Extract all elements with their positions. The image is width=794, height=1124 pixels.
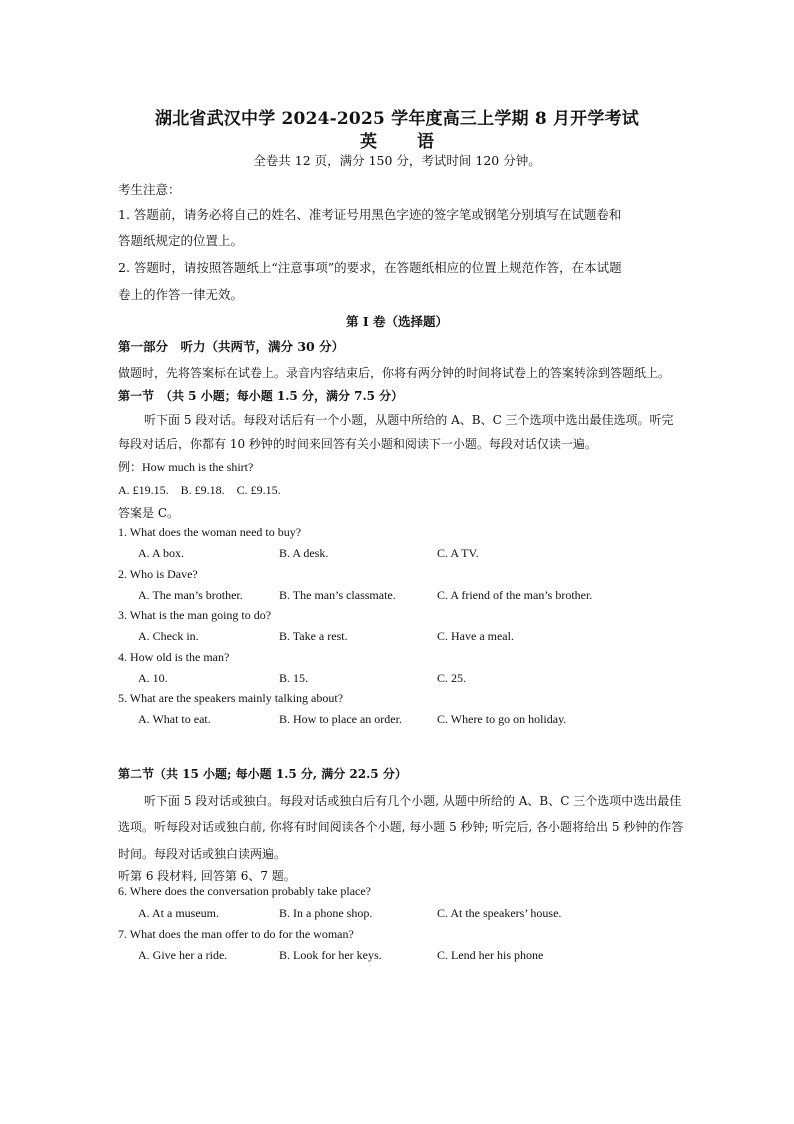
part-1-instruction: 做题时，先将答案标在试卷上。录音内容结束后，你将有两分钟的时间将试卷上的答案转涂到答题纸上。 bbox=[118, 366, 671, 380]
section-2-desc-line-1: 听下面 5 段对话或独白。每段对话或独白后有几个小题, 从题中所给的 A、B、C 三个选项中选出最佳 bbox=[144, 794, 682, 808]
question-5: 5. What are the speakers mainly talking about? bbox=[118, 691, 344, 705]
question-6: 6. Where does the conversation probably take place? bbox=[118, 884, 372, 898]
notes-heading: 考生注意： bbox=[118, 182, 181, 197]
subject-char-2: 语 bbox=[417, 132, 434, 152]
question-3-option-c: C. Have a meal. bbox=[437, 629, 514, 643]
question-5-option-a: A. What to eat. bbox=[138, 712, 211, 726]
section-1-heading: 第一节 （共 5 小题；每小题 1.5 分，满分 7.5 分） bbox=[118, 389, 404, 403]
question-3: 3. What is the man going to do? bbox=[118, 608, 272, 622]
material-6-note: 听第 6 段材料, 回答第 6、7 题。 bbox=[118, 869, 296, 883]
subject-char-1: 英 bbox=[360, 132, 377, 152]
section-2-desc-line-3: 时间。每段对话或独白读两遍。 bbox=[118, 847, 287, 861]
question-4-option-b: B. 15. bbox=[279, 671, 309, 685]
question-1-option-c: C. A TV. bbox=[437, 546, 479, 560]
example-question: 例：How much is the shirt? bbox=[118, 460, 254, 474]
question-5-option-c: C. Where to go on holiday. bbox=[437, 712, 567, 726]
exam-title: 湖北省武汉中学 2024-2025 学年度高三上学期 8 月开学考试 bbox=[155, 109, 639, 129]
notes-item-1-line-2: 答题纸规定的位置上。 bbox=[118, 233, 244, 248]
notes-item-1-line-1: 1. 答题前，请务必将自己的姓名、准考证号用黑色字迹的签字笔或钢笔分别填写在试题卷和 bbox=[118, 207, 622, 222]
question-2: 2. Who is Dave? bbox=[118, 567, 198, 581]
notes-item-2-line-1: 2. 答题时，请按照答题纸上“注意事项”的要求，在答题纸相应的位置上规范作答，在本试题 bbox=[118, 260, 622, 275]
question-7-option-a: A. Give her a ride. bbox=[138, 948, 228, 962]
question-2-option-a: A. The man’s brother. bbox=[138, 588, 243, 602]
section-2-heading: 第二节（共 15 小题; 每小题 1.5 分, 满分 22.5 分） bbox=[118, 767, 407, 781]
question-7-option-b: B. Look for her keys. bbox=[279, 948, 382, 962]
section-2-desc-line-2: 选项。听每段对话或独白前, 你将有时间阅读各个小题, 每小题 5 秒钟; 听完后, 各小题将给出 5 秒钟的作答 bbox=[118, 820, 684, 834]
section-1-desc-line-1: 听下面 5 段对话。每段对话后有一个小题，从题中所给的 A、B、C 三个选项中选出最佳选项。听完 bbox=[144, 413, 674, 427]
question-2-option-b: B. The man’s classmate. bbox=[279, 588, 396, 602]
question-1-option-a: A. A box. bbox=[138, 546, 185, 560]
question-6-option-a: A. At a museum. bbox=[138, 906, 219, 920]
question-6-option-c: C. At the speakers’ house. bbox=[437, 906, 562, 920]
exam-info: 全卷共 12 页，满分 150 分，考试时间 120 分钟。 bbox=[253, 153, 541, 168]
question-4-option-c: C. 25. bbox=[437, 671, 467, 685]
notes-item-2-line-2: 卷上的作答一律无效。 bbox=[118, 287, 244, 302]
question-3-option-a: A. Check in. bbox=[138, 629, 199, 643]
question-4-option-a: A. 10. bbox=[138, 671, 168, 685]
volume-title: 第 I 卷（选择题） bbox=[345, 314, 449, 329]
example-answer: 答案是 C。 bbox=[118, 506, 179, 520]
question-1: 1. What does the woman need to buy? bbox=[118, 525, 302, 539]
question-7-option-c: C. Lend her his phone bbox=[437, 948, 544, 962]
question-1-option-b: B. A desk. bbox=[279, 546, 329, 560]
subject-title bbox=[0, 127, 794, 152]
section-1-desc-line-2: 每段对话后，你都有 10 秒钟的时间来回答有关小题和阅读下一小题。每段对话仅读一遍。 bbox=[118, 437, 597, 451]
question-6-option-b: B. In a phone shop. bbox=[279, 906, 373, 920]
example-options: A. £19.15. B. £9.18. C. £9.15. bbox=[118, 483, 281, 497]
question-2-option-c: C. A friend of the man’s brother. bbox=[437, 588, 593, 602]
part-1-heading: 第一部分 听力（共两节，满分 30 分） bbox=[118, 339, 345, 354]
question-7: 7. What does the man offer to do for the woman? bbox=[118, 927, 354, 941]
question-5-option-b: B. How to place an order. bbox=[279, 712, 402, 726]
question-3-option-b: B. Take a rest. bbox=[279, 629, 348, 643]
question-4: 4. How old is the man? bbox=[118, 650, 230, 664]
